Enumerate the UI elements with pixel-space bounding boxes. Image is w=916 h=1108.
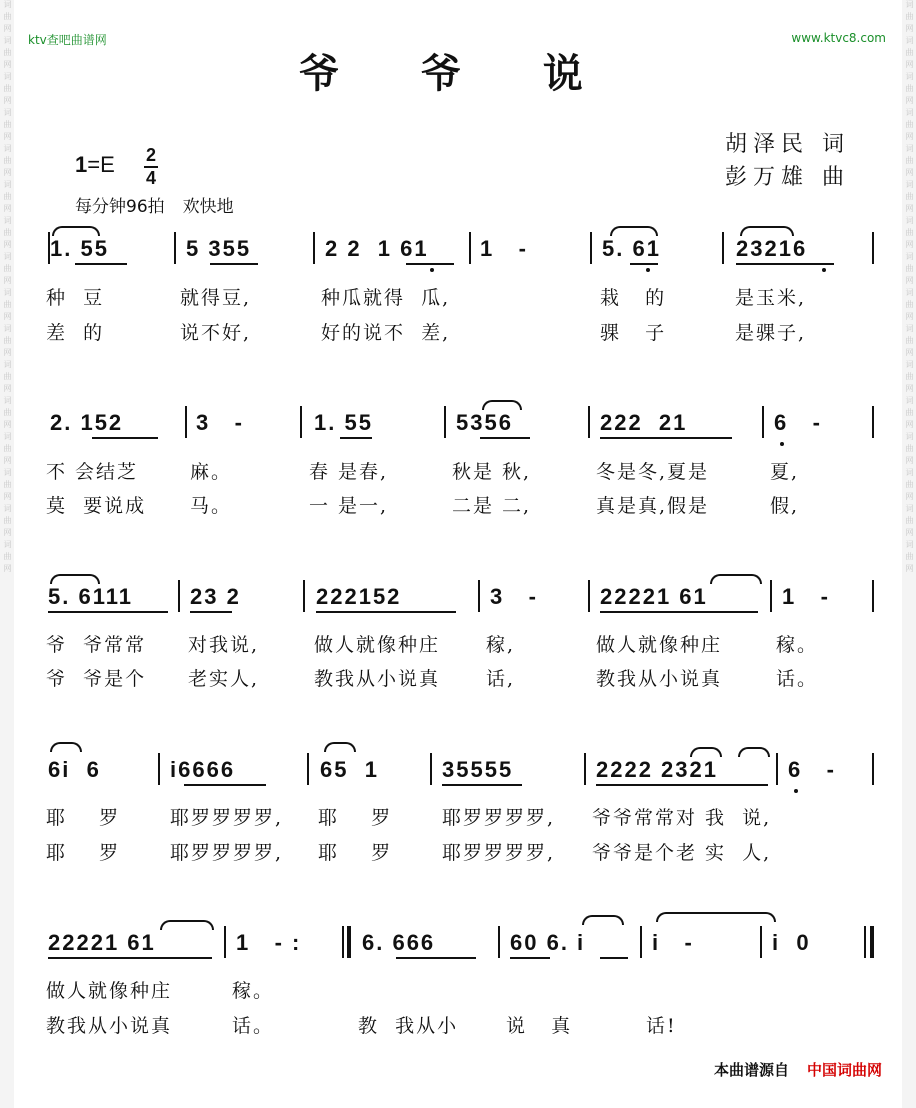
lyric-verse1: 耶 罗 [318, 807, 393, 829]
bar-line [640, 926, 642, 958]
bar-line [444, 406, 446, 438]
lyric-verse2: 骒 子 [600, 322, 667, 344]
composer-credit: 彭万雄 曲 [725, 165, 850, 190]
bar-line [588, 406, 590, 438]
beam-underline [406, 263, 454, 265]
lyric-verse2: 真是真,假是 [596, 495, 710, 517]
lyric-verse1: 不 会结芝 [46, 461, 139, 483]
beam-underline [396, 957, 476, 959]
watermark-strip-left: 词曲网词曲网词曲网词曲网词曲网词曲网词曲网词曲网词曲网词曲网词曲网词曲网词曲网词曲网词曲网词曲网 [0, 0, 14, 1108]
lyric-verse1: 做人就像种庄 [314, 634, 441, 656]
lyric-verse1: 就得豆, [180, 287, 252, 309]
lyric-verse2: 二是 二, [452, 495, 532, 517]
final-bar-thick [870, 926, 874, 958]
notes-measure: 6. 666 [362, 930, 436, 955]
lyric-verse2: 假, [770, 495, 800, 517]
key-tonic: 1 [75, 152, 88, 177]
bar-line [498, 926, 500, 958]
notes-measure: 1 - [782, 584, 830, 609]
lyric-verse2: 说 真 [506, 1015, 573, 1037]
bar-line [588, 580, 590, 612]
bar-line [300, 406, 302, 438]
notes-measure: 6i 6 [48, 757, 101, 782]
octave-dot [646, 268, 650, 272]
bar-line [872, 580, 874, 612]
lyric-verse1: 稼。 [776, 634, 819, 656]
lyric-verse1: 耶罗罗罗罗, [442, 807, 556, 829]
lyric-verse1: 做人就像种庄 [46, 980, 173, 1002]
lyric-verse2: 说不好, [180, 322, 252, 344]
notes-measure: 23 2 [190, 584, 241, 609]
bar-line [864, 926, 866, 958]
notes-measure: 22221 61 [600, 584, 708, 609]
tie-arc [52, 226, 100, 236]
bar-line [313, 232, 315, 264]
lyric-verse2: 一 是一, [309, 495, 389, 517]
beam-underline [442, 784, 522, 786]
lyric-verse2: 老实人, [188, 668, 260, 690]
footer-site-link[interactable]: 中国词曲网 [806, 1061, 882, 1079]
song-title: 爷 爷 说 [299, 50, 617, 97]
beam-underline [630, 263, 658, 265]
repeat-bar-thick [347, 926, 351, 958]
beam-underline [316, 611, 456, 613]
octave-dot [822, 268, 826, 272]
notes-measure: 2 2 1 61 [325, 236, 429, 261]
beam-underline [600, 957, 628, 959]
lyric-verse2: 好的说不 差, [321, 322, 451, 344]
lyric-verse2: 爷爷是个老 实 人, [592, 842, 772, 864]
beam-underline [92, 437, 158, 439]
lyric-verse1: 稼。 [232, 980, 275, 1002]
notes-measure: 1. 55 [314, 410, 373, 435]
bar-line [770, 580, 772, 612]
notes-measure: 5. 61 [602, 236, 661, 261]
bar-line [469, 232, 471, 264]
lyric-verse2: 耶 罗 [46, 842, 121, 864]
lyric-verse1: 爷 爷常常 [46, 634, 147, 656]
tie-arc [50, 742, 82, 752]
bar-line [185, 406, 187, 438]
beam-underline [340, 437, 372, 439]
notes-measure: 1 - : [236, 930, 302, 955]
lyric-verse1: 爷爷常常对 我 说, [592, 807, 772, 829]
lyric-verse2: 话。 [776, 668, 819, 690]
header-site-right[interactable]: www.ktvc8.com [791, 31, 886, 45]
bar-line [178, 580, 180, 612]
beam-underline [736, 263, 834, 265]
lyric-verse1: 麻。 [190, 461, 233, 483]
bar-line [872, 406, 874, 438]
beam-underline [210, 263, 258, 265]
notes-measure: 65 1 [320, 757, 379, 782]
tempo-bpm: 每分钟96拍 [75, 197, 165, 217]
beam-underline [600, 437, 732, 439]
beam-underline [184, 784, 266, 786]
lyric-verse1: 是玉米, [735, 287, 807, 309]
notes-measure: 2. 152 [50, 410, 124, 435]
notes-measure: 60 6. i [510, 930, 586, 955]
beam-underline [48, 611, 168, 613]
bar-line [303, 580, 305, 612]
lyric-verse2: 话。 [232, 1015, 275, 1037]
notes-measure: 6 - [788, 757, 836, 782]
octave-dot [430, 268, 434, 272]
notes-measure: 5. 6111 [48, 584, 133, 609]
notes-measure: 5 355 [186, 236, 252, 261]
notes-measure: 222 21 [600, 410, 688, 435]
notes-measure: 1. 55 [50, 236, 109, 261]
lyric-verse2: 差 的 [46, 322, 105, 344]
lyric-verse2: 教我从小说真 [596, 668, 723, 690]
footer-source-label: 本曲谱源自 [713, 1061, 789, 1079]
octave-dot [794, 789, 798, 793]
lyric-verse1: 秋是 秋, [452, 461, 532, 483]
time-denominator: 4 [145, 168, 156, 188]
header-site-left[interactable]: ktv查吧曲谱网 [28, 33, 107, 47]
beam-underline [75, 263, 127, 265]
bar-line [872, 753, 874, 785]
bar-line [760, 926, 762, 958]
tempo-mood: 欢快地 [182, 197, 234, 217]
lyric-verse2: 是骒子, [735, 322, 807, 344]
bar-line [722, 232, 724, 264]
tie-arc [740, 226, 794, 236]
lyric-verse1: 稼, [486, 634, 516, 656]
notes-measure: i6666 [170, 757, 236, 782]
beam-underline [190, 611, 232, 613]
lyric-verse2: 耶罗罗罗罗, [442, 842, 556, 864]
key-name: =E [87, 152, 115, 177]
notes-measure: 5356 [456, 410, 513, 435]
lyricist-credit: 胡泽民 词 [725, 132, 850, 157]
tie-arc [610, 226, 658, 236]
lyric-verse1: 春 是春, [309, 461, 389, 483]
footer-credit [714, 1059, 882, 1080]
bar-line [342, 926, 344, 958]
lyric-verse2: 教我从小说真 [46, 1015, 173, 1037]
notes-measure: i 0 [772, 930, 811, 955]
bar-line [872, 232, 874, 264]
lyric-verse1: 栽 的 [600, 287, 667, 309]
tie-arc [710, 574, 762, 584]
watermark-strip-right: 词曲网词曲网词曲网词曲网词曲网词曲网词曲网词曲网词曲网词曲网词曲网词曲网词曲网词曲网词曲网词曲网 [902, 0, 916, 1108]
bar-line [590, 232, 592, 264]
tie-arc [50, 574, 100, 584]
beam-underline [48, 957, 212, 959]
notes-measure: 23216 [736, 236, 808, 261]
lyric-verse1: 做人就像种庄 [596, 634, 723, 656]
tie-arc [738, 747, 770, 757]
bar-line [174, 232, 176, 264]
beam-underline [480, 437, 530, 439]
lyric-verse2: 爷 爷是个 [46, 668, 147, 690]
bar-line [584, 753, 586, 785]
bar-line [762, 406, 764, 438]
tie-arc [482, 400, 522, 410]
lyric-verse1: 种瓜就得 瓜, [321, 287, 451, 309]
bar-line [776, 753, 778, 785]
lyric-verse2: 耶罗罗罗罗, [170, 842, 284, 864]
beam-underline [600, 611, 758, 613]
tempo-marking [75, 192, 252, 217]
notes-measure: 35555 [442, 757, 514, 782]
time-numerator: 2 [145, 145, 156, 165]
beam-underline [596, 784, 768, 786]
lyric-verse2: 教 我从小 [358, 1015, 459, 1037]
notes-measure: 1 - [480, 236, 528, 261]
key-signature [75, 152, 115, 178]
lyric-verse2: 莫 要说成 [46, 495, 147, 517]
lyric-verse1: 冬是冬,夏是 [596, 461, 710, 483]
tie-arc [690, 747, 722, 757]
notes-measure: 222152 [316, 584, 402, 609]
octave-dot [780, 442, 784, 446]
lyric-verse2: 耶 罗 [318, 842, 393, 864]
lyric-verse1: 耶罗罗罗罗, [170, 807, 284, 829]
bar-line [224, 926, 226, 958]
notes-measure: 22221 61 [48, 930, 156, 955]
time-signature [144, 146, 158, 188]
beam-underline [510, 957, 550, 959]
notes-measure: 6 - [774, 410, 822, 435]
lyric-verse1: 耶 罗 [46, 807, 121, 829]
notes-measure: 3 - [490, 584, 538, 609]
tie-arc [160, 920, 214, 930]
notes-measure: 2222 2321 [596, 757, 718, 782]
tie-arc [324, 742, 356, 752]
bar-line [158, 753, 160, 785]
bar-line [430, 753, 432, 785]
lyric-verse2: 话, [486, 668, 516, 690]
notes-measure: 3 - [196, 410, 244, 435]
lyric-verse2: 话! [646, 1015, 677, 1037]
lyric-verse2: 马。 [190, 495, 233, 517]
bar-line [478, 580, 480, 612]
lyric-verse2: 教我从小说真 [314, 668, 441, 690]
tie-arc [656, 912, 776, 922]
lyric-verse1: 对我说, [188, 634, 260, 656]
lyric-verse1: 夏, [770, 461, 800, 483]
notes-measure: i - [652, 930, 694, 955]
tie-arc [582, 915, 624, 925]
lyric-verse1: 种 豆 [46, 287, 105, 309]
bar-line [307, 753, 309, 785]
